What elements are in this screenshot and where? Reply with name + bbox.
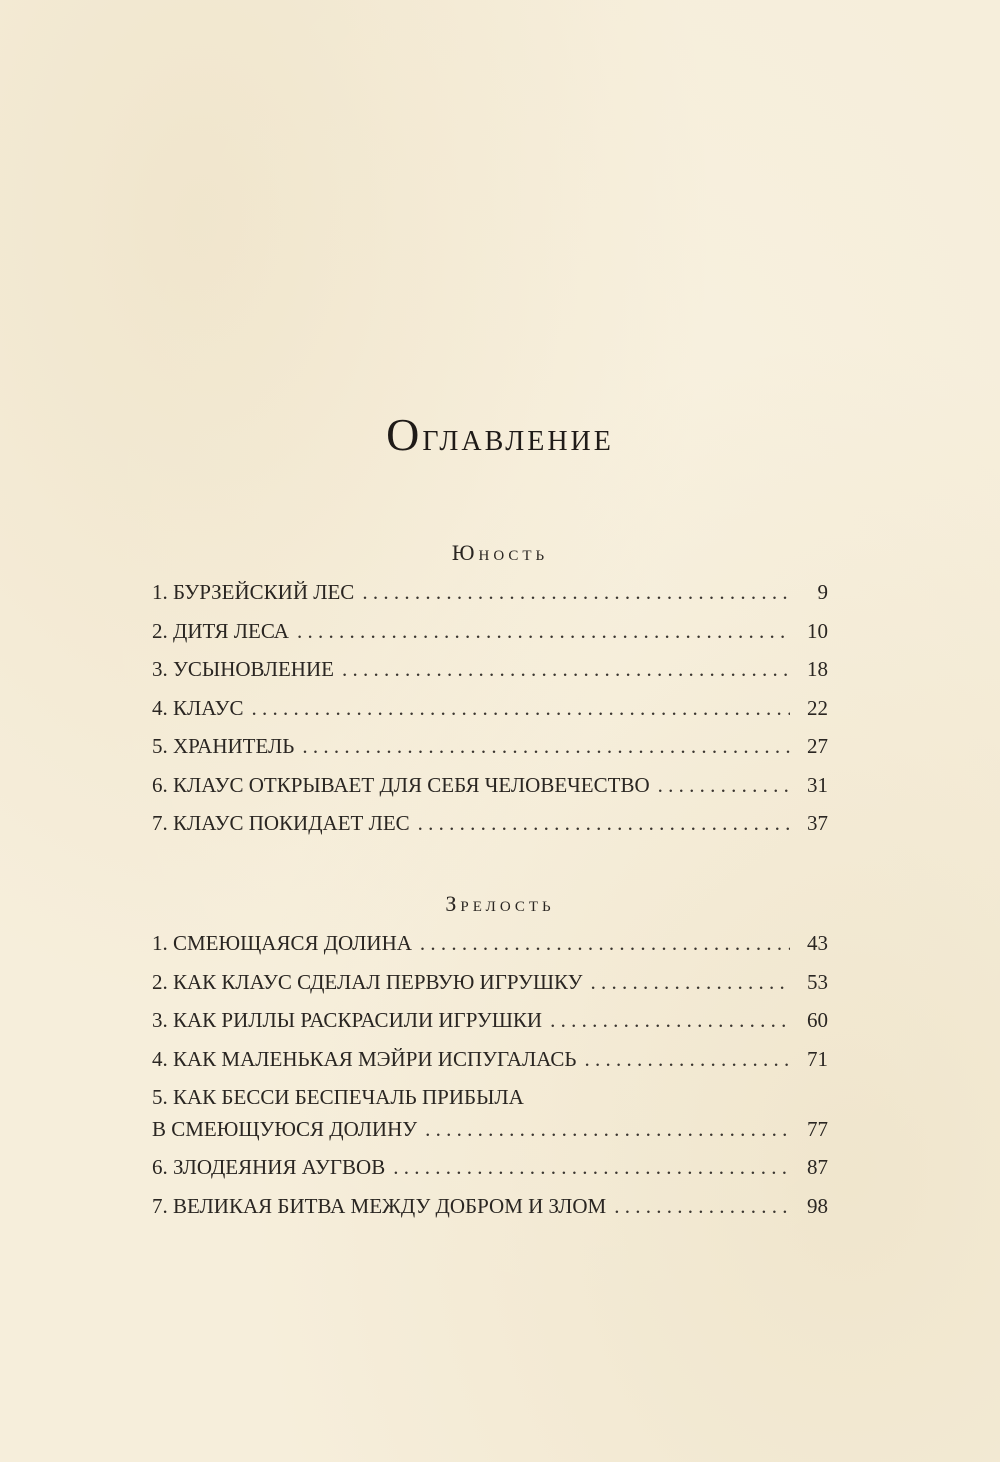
leader-dots (550, 1008, 790, 1033)
toc-entry[interactable] (152, 619, 828, 658)
toc-entry-page: 27 (807, 734, 828, 758)
toc-entry-label: 2. КАК КЛАУС СДЕЛАЛ ПЕРВУЮ ИГРУШКУ (152, 969, 583, 994)
toc-entry-label: 5. КАК БЕССИ БЕСПЕЧАЛЬ ПРИБЫЛА (152, 1085, 524, 1109)
section-heading-maturity: Зрелость (445, 891, 555, 916)
leader-dots (420, 931, 790, 956)
toc-entry[interactable] (152, 1008, 828, 1047)
leader-dots (658, 773, 790, 798)
leader-dots (614, 1194, 790, 1219)
toc-entry-page: 87 (807, 1155, 828, 1179)
toc-entry-page: 18 (807, 657, 828, 681)
toc-entry[interactable] (152, 1085, 828, 1155)
toc-entry-label: 6. КЛАУС ОТКРЫВАЕТ ДЛЯ СЕБЯ ЧЕЛОВЕЧЕСТВО (152, 772, 650, 797)
toc-entry[interactable] (152, 931, 828, 970)
toc-entry-page: 77 (807, 1117, 828, 1141)
leader-dots (418, 811, 790, 836)
leader-dots (393, 1155, 790, 1180)
leader-dots (591, 970, 790, 995)
toc-entry-page: 10 (807, 618, 828, 643)
toc-entry[interactable] (152, 734, 828, 773)
leader-dots (251, 696, 790, 721)
toc-entry[interactable] (152, 1047, 828, 1086)
toc-entry-label: 6. ЗЛОДЕЯНИЯ АУГВОВ (152, 1155, 386, 1179)
toc-entry-label: 3. КАК РИЛЛЫ РАСКРАСИЛИ ИГРУШКИ (152, 1008, 543, 1032)
toc-entry-label: 1. БУРЗЕЙСКИЙ ЛЕС (152, 580, 355, 604)
toc-entry[interactable] (152, 970, 828, 1009)
toc-entry-label: 7. КЛАУС ПОКИДАЕТ ЛЕС (152, 811, 410, 835)
toc-entry-line2 (152, 1117, 828, 1142)
toc-entry-page: 31 (807, 772, 828, 797)
toc-entry-label: 5. ХРАНИТЕЛЬ (152, 734, 295, 758)
toc-entry-page: 53 (807, 969, 828, 994)
toc-entry-label: 2. ДИТЯ ЛЕСА (152, 618, 289, 643)
toc-list-youth (152, 580, 828, 850)
toc-entry[interactable] (152, 811, 828, 850)
toc-entry-page: 37 (807, 811, 828, 835)
leader-dots (425, 1117, 790, 1142)
toc-entry-label-line2: В СМЕЮЩУЮСЯ ДОЛИНУ (152, 1117, 418, 1141)
toc-entry-page: 9 (817, 580, 828, 604)
toc-entry[interactable] (152, 696, 828, 735)
toc-entry-label: 4. КАК МАЛЕНЬКАЯ МЭЙРИ ИСПУГАЛАСЬ (152, 1046, 577, 1071)
toc-entry[interactable] (152, 773, 828, 812)
page-title (0, 408, 1000, 461)
leader-dots (584, 1047, 790, 1072)
toc-entry-label: 7. ВЕЛИКАЯ БИТВА МЕЖДУ ДОБРОМ И ЗЛОМ (152, 1193, 607, 1218)
toc-entry-label: 3. УСЫНОВЛЕНИЕ (152, 657, 334, 681)
toc-entry[interactable] (152, 1155, 828, 1194)
toc-entry-label: 1. СМЕЮЩАЯСЯ ДОЛИНА (152, 931, 412, 955)
toc-entry-page: 98 (807, 1193, 828, 1218)
toc-entry[interactable] (152, 1194, 828, 1233)
leader-dots (342, 657, 790, 682)
toc-entry-page: 60 (807, 1008, 828, 1032)
leader-dots (362, 580, 790, 605)
leader-dots (302, 734, 790, 759)
toc-list-maturity (152, 931, 828, 1232)
toc-entry-page: 22 (807, 695, 828, 720)
toc-entry-page: 43 (807, 931, 828, 955)
title-rest: главление (422, 414, 614, 459)
leader-dots (297, 619, 790, 644)
title-initial: О (386, 409, 423, 460)
section-heading-youth: Юность (451, 540, 549, 565)
toc-entry-label: 4. КЛАУС (152, 695, 244, 720)
toc-entry[interactable] (152, 657, 828, 696)
toc-entry-page: 71 (807, 1046, 828, 1071)
toc-entry[interactable] (152, 580, 828, 619)
